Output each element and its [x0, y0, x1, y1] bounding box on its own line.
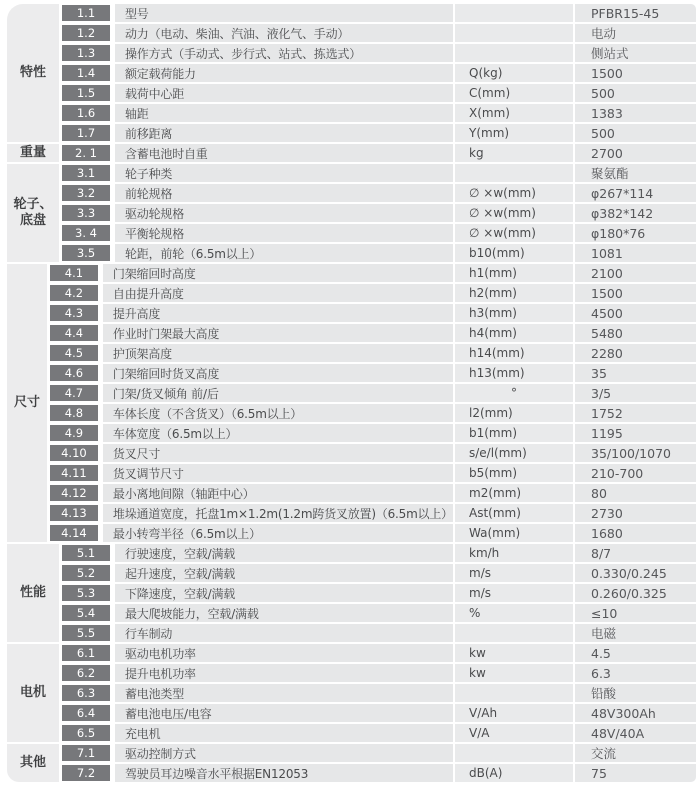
spec-unit: h14(mm)	[455, 344, 573, 362]
spec-unit: C(mm)	[455, 84, 573, 102]
table-row	[50, 524, 696, 542]
row-number: 4.11	[50, 465, 98, 481]
spec-name: 驱动电机功率	[115, 644, 453, 662]
spec-unit	[455, 164, 573, 182]
spec-value: 48V300Ah	[575, 704, 696, 722]
table-row	[62, 164, 696, 182]
spec-value: 电动	[575, 24, 696, 42]
table-row	[50, 364, 696, 382]
category-label: 重量	[19, 145, 46, 160]
spec-name: 动力（电动、柴油、汽油、液化气、手动）	[115, 24, 453, 42]
spec-name: 平衡轮规格	[115, 224, 453, 242]
spec-unit: ∅ ×w(mm)	[455, 224, 573, 242]
row-number: 4.7	[50, 385, 98, 401]
spec-value: 1081	[575, 244, 696, 262]
spec-name: 行驶速度，空载/满载	[115, 544, 453, 562]
row-number: 7.1	[62, 745, 110, 761]
spec-unit: h3(mm)	[455, 304, 573, 322]
spec-name: 护顶架高度	[103, 344, 453, 362]
spec-section	[7, 744, 696, 784]
row-number: 5.5	[62, 625, 110, 641]
spec-name: 最小离地间隙（轴距中心）	[103, 484, 453, 502]
spec-unit: b10(mm)	[455, 244, 573, 262]
spec-name: 载荷中心距	[115, 84, 453, 102]
spec-value: ≤10	[575, 604, 696, 622]
spec-unit: %	[455, 604, 573, 622]
table-row	[50, 344, 696, 362]
spec-name: 型号	[115, 4, 453, 22]
table-row	[50, 504, 696, 522]
spec-value: 1195	[575, 424, 696, 442]
spec-unit: b5(mm)	[455, 464, 573, 482]
spec-unit: kw	[455, 644, 573, 662]
spec-value: 500	[575, 84, 696, 102]
spec-name: 驱动控制方式	[115, 744, 453, 762]
table-row	[62, 724, 696, 742]
row-number: 5.2	[62, 565, 110, 581]
row-number: 1.5	[62, 85, 110, 101]
category-cell	[7, 4, 59, 142]
table-row	[62, 24, 696, 42]
row-number: 4.9	[50, 425, 98, 441]
table-row	[62, 124, 696, 142]
spec-name: 前轮规格	[115, 184, 453, 202]
spec-name: 蓄电池类型	[115, 684, 453, 702]
spec-value: PFBR15-45	[575, 4, 696, 22]
spec-name: 前移距离	[115, 124, 453, 142]
table-row	[62, 764, 696, 782]
row-number: 4.3	[50, 305, 98, 321]
row-number: 4.12	[50, 485, 98, 501]
spec-value: 1752	[575, 404, 696, 422]
spec-value: φ382*142	[575, 204, 696, 222]
spec-value: 5480	[575, 324, 696, 342]
table-row	[62, 664, 696, 682]
spec-unit: l2(mm)	[455, 404, 573, 422]
spec-name: 蓄电池电压/电容	[115, 704, 453, 722]
spec-value: 3/5	[575, 384, 696, 402]
spec-unit: V/Ah	[455, 704, 573, 722]
spec-unit: Y(mm)	[455, 124, 573, 142]
table-row	[62, 544, 696, 562]
row-number: 1.2	[62, 25, 110, 41]
spec-unit	[455, 24, 573, 42]
spec-name: 提升电机功率	[115, 664, 453, 682]
spec-section	[7, 264, 696, 544]
spec-value: 2280	[575, 344, 696, 362]
row-number: 1.7	[62, 125, 110, 141]
row-number: 3.5	[62, 245, 110, 261]
spec-unit: ∅ ×w(mm)	[455, 204, 573, 222]
category-cell	[7, 744, 59, 782]
category-label: 电机	[19, 685, 46, 700]
spec-value: 210-700	[575, 464, 696, 482]
spec-unit	[455, 624, 573, 642]
spec-unit: h2(mm)	[455, 284, 573, 302]
spec-value: φ267*114	[575, 184, 696, 202]
row-number: 6.1	[62, 645, 110, 661]
spec-unit: Q(kg)	[455, 64, 573, 82]
category-label: 轮子、	[13, 197, 53, 212]
spec-name: 最小转弯半径（6.5m以上）	[103, 524, 453, 542]
spec-value: 交流	[575, 744, 696, 762]
spec-section	[7, 4, 696, 144]
spec-value: 80	[575, 484, 696, 502]
spec-name: 货叉调节尺寸	[103, 464, 453, 482]
category-label: 尺寸	[13, 395, 40, 410]
spec-value: 35/100/1070	[575, 444, 696, 462]
spec-name: 下降速度，空载/满载	[115, 584, 453, 602]
row-number: 3. 4	[62, 225, 110, 241]
row-number: 4.5	[50, 345, 98, 361]
table-row	[62, 584, 696, 602]
spec-name: 起升速度，空载/满载	[115, 564, 453, 582]
spec-value: 4500	[575, 304, 696, 322]
spec-value: φ180*76	[575, 224, 696, 242]
table-row	[62, 204, 696, 222]
spec-name: 提升高度	[103, 304, 453, 322]
spec-unit: s/e/l(mm)	[455, 444, 573, 462]
spec-value: 聚氨酯	[575, 164, 696, 182]
spec-unit: kg	[455, 144, 573, 162]
table-row	[50, 484, 696, 502]
table-row	[62, 44, 696, 62]
spec-name: 车体长度（不含货叉）（6.5m以上）	[103, 404, 453, 422]
category-cell	[7, 144, 59, 162]
spec-name: 作业时门架最大高度	[103, 324, 453, 342]
spec-name: 门架缩回时货叉高度	[103, 364, 453, 382]
spec-unit: m/s	[455, 584, 573, 602]
spec-unit: h1(mm)	[455, 264, 573, 282]
spec-name: 驾驶员耳边噪音水平根据EN12053	[115, 764, 453, 782]
spec-value: 0.330/0.245	[575, 564, 696, 582]
row-number: 3.2	[62, 185, 110, 201]
spec-value: 500	[575, 124, 696, 142]
table-row	[62, 564, 696, 582]
spec-name: 轴距	[115, 104, 453, 122]
spec-unit: dB(A)	[455, 764, 573, 782]
row-number: 1.4	[62, 65, 110, 81]
spec-unit: h4(mm)	[455, 324, 573, 342]
spec-unit: m2(mm)	[455, 484, 573, 502]
table-row	[62, 744, 696, 762]
spec-name: 轮子种类	[115, 164, 453, 182]
row-number: 5.3	[62, 585, 110, 601]
table-row	[62, 4, 696, 22]
row-number: 4.10	[50, 445, 98, 461]
spec-unit	[455, 744, 573, 762]
spec-value: 75	[575, 764, 696, 782]
category-label: 其他	[19, 755, 46, 770]
spec-name: 门架/货叉倾角 前/后	[103, 384, 453, 402]
table-row	[62, 184, 696, 202]
spec-unit: V/A	[455, 724, 573, 742]
spec-name: 额定载荷能力	[115, 64, 453, 82]
row-number: 4.4	[50, 325, 98, 341]
row-number: 4.13	[50, 505, 98, 521]
row-number: 4.2	[50, 285, 98, 301]
table-row	[50, 444, 696, 462]
spec-unit: Ast(mm)	[455, 504, 573, 522]
table-row	[62, 84, 696, 102]
row-number: 6.3	[62, 685, 110, 701]
spec-name: 驱动轮规格	[115, 204, 453, 222]
spec-value: 6.3	[575, 664, 696, 682]
table-row	[50, 304, 696, 322]
spec-section	[7, 544, 696, 644]
row-number: 4.8	[50, 405, 98, 421]
table-row	[62, 224, 696, 242]
spec-unit	[455, 4, 573, 22]
row-number: 4.14	[50, 525, 98, 541]
row-number: 3.3	[62, 205, 110, 221]
table-row	[62, 644, 696, 662]
spec-name: 堆垛通道宽度，托盘1m×1.2m(1.2m跨货叉放置)（6.5m以上）	[103, 504, 453, 522]
category-cell	[7, 544, 59, 642]
spec-value: 35	[575, 364, 696, 382]
spec-name: 最大爬坡能力，空载/满载	[115, 604, 453, 622]
spec-name: 车体宽度（6.5m以上）	[103, 424, 453, 442]
spec-value: 1500	[575, 64, 696, 82]
row-number: 3.1	[62, 165, 110, 181]
spec-unit	[455, 684, 573, 702]
spec-unit: Wa(mm)	[455, 524, 573, 542]
row-number: 1.1	[62, 5, 110, 21]
spec-value: 4.5	[575, 644, 696, 662]
row-number: 1.3	[62, 45, 110, 61]
row-number: 4.6	[50, 365, 98, 381]
category-cell	[7, 644, 59, 742]
spec-value: 铅酸	[575, 684, 696, 702]
spec-unit	[455, 44, 573, 62]
spec-name: 货叉尺寸	[103, 444, 453, 462]
spec-value: 侧站式	[575, 44, 696, 62]
table-row	[50, 404, 696, 422]
table-row	[62, 604, 696, 622]
row-number: 6.5	[62, 725, 110, 741]
table-row	[50, 464, 696, 482]
spec-value: 2700	[575, 144, 696, 162]
spec-name: 操作方式（手动式、步行式、站式、拣选式）	[115, 44, 453, 62]
category-label: 底盘	[19, 213, 46, 228]
spec-unit: h13(mm)	[455, 364, 573, 382]
spec-value: 1383	[575, 104, 696, 122]
spec-value: 1500	[575, 284, 696, 302]
spec-unit: m/s	[455, 564, 573, 582]
spec-value: 8/7	[575, 544, 696, 562]
spec-section	[7, 644, 696, 744]
table-row	[62, 244, 696, 262]
table-row	[62, 144, 696, 162]
spec-value: 1680	[575, 524, 696, 542]
spec-name: 自由提升高度	[103, 284, 453, 302]
table-row	[50, 324, 696, 342]
spec-section	[7, 144, 696, 164]
table-row	[50, 264, 696, 282]
spec-value: 48V/40A	[575, 724, 696, 742]
row-number: 2. 1	[62, 145, 110, 161]
spec-unit: ∅ ×w(mm)	[455, 184, 573, 202]
table-row	[50, 424, 696, 442]
spec-value: 2730	[575, 504, 696, 522]
row-number: 5.1	[62, 545, 110, 561]
spec-value: 电磁	[575, 624, 696, 642]
spec-unit: X(mm)	[455, 104, 573, 122]
spec-value: 0.260/0.325	[575, 584, 696, 602]
table-row	[62, 64, 696, 82]
spec-name: 含蓄电池时自重	[115, 144, 453, 162]
table-row	[62, 104, 696, 122]
table-row	[62, 624, 696, 642]
table-row	[62, 684, 696, 702]
category-cell	[7, 164, 59, 262]
spec-name: 轮距，前轮（6.5m以上）	[115, 244, 453, 262]
category-cell	[7, 264, 47, 542]
row-number: 7.2	[62, 765, 110, 781]
row-number: 6.4	[62, 705, 110, 721]
spec-section	[7, 164, 696, 264]
row-number: 5.4	[62, 605, 110, 621]
row-number: 4.1	[50, 265, 98, 281]
spec-unit: kw	[455, 664, 573, 682]
spec-unit: b1(mm)	[455, 424, 573, 442]
row-number: 6.2	[62, 665, 110, 681]
spec-name: 门架缩回时高度	[103, 264, 453, 282]
table-row	[50, 284, 696, 302]
category-label: 性能	[19, 585, 46, 600]
category-label: 特性	[19, 65, 46, 80]
row-number: 1.6	[62, 105, 110, 121]
spec-name: 行车制动	[115, 624, 453, 642]
spec-unit: °	[455, 384, 573, 402]
table-row	[62, 704, 696, 722]
spec-name: 充电机	[115, 724, 453, 742]
spec-unit: km/h	[455, 544, 573, 562]
spec-value: 2100	[575, 264, 696, 282]
table-row	[50, 384, 696, 402]
